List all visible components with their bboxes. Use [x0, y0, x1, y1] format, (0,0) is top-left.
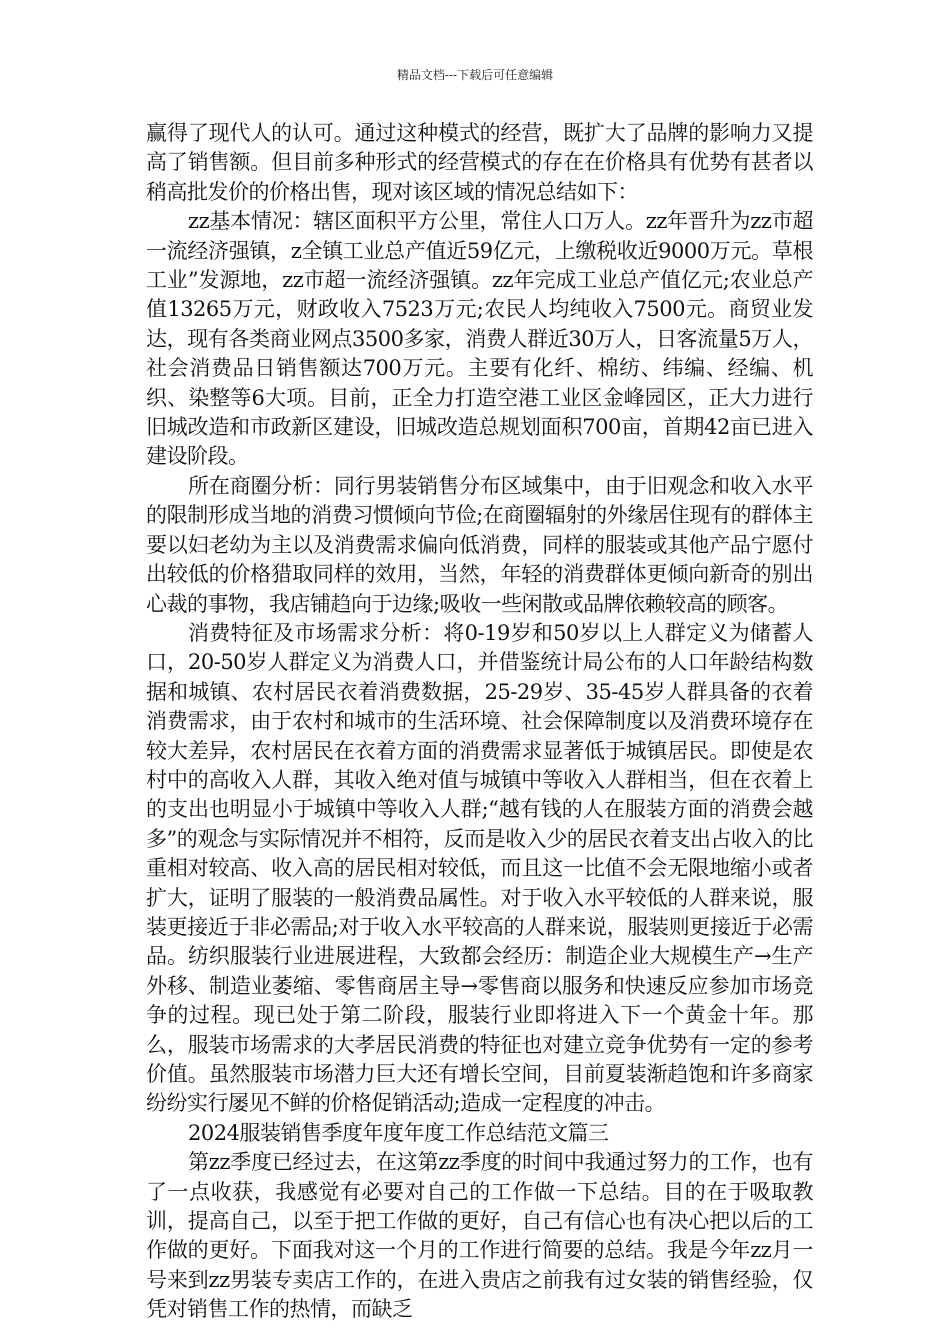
paragraph-continuation: 赢得了现代人的认可。通过这种模式的经营，既扩大了品牌的影响力又提高了销售额。但目前多种形式的经营模式的存在在价格具有优势有甚者以稍高批发价的价格出售，现对该区域的情况总结如下： — [146, 121, 813, 204]
section-heading: 2024服装销售季度年度年度工作总结范文篇三 — [188, 1120, 609, 1145]
page-header: 精品文档---下载后可任意编辑 — [396, 68, 554, 82]
paragraph-quarter-summary: 第zz季度已经过去，在这第zz季度的时间中我通过努力的工作，也有了一点收获，我感觉有必要对自己的工作做一下总结。目的在于吸取教训，提高自己，以至于把工作做的更好，自己有信心也有决心把以后的工作做的更好。下面我对这一个月的工作进行简要的总结。我是今年zz月一号来到zz男装专卖店工作的，在进入贵店之前我有过女装的销售经验，仅凭对销售工作的热情，而缺乏 — [146, 1150, 813, 1322]
paragraph-basic-situation: zz基本情况：辖区面积平方公里，常住人口万人。zz年晋升为zz市超一流经济强镇，z全镇工业总产值近59亿元，上缴税收近9000万元。草根工业”发源地，zz市超一流经济强镇。zz年完成工业总产值亿元;农业总产值13265万元，财政收入7523万元;农民人均纯收入7500元。商贸业发达，现有各类商业网点3500多家，消费人群近30万人，日客流量5万人，社会消费品日销售额达700万元。主要有化纤、棉纺、纬编、经编、机织、染整等6大项。目前，正全力打造空港工业区金峰园区，正大力进行旧城改造和市政新区建设，旧城改造总规划面积700亩，首期42亩已进入建设阶段。 — [146, 209, 813, 469]
paragraph-consumer-analysis: 消费特征及市场需求分析：将0-19岁和50岁以上人群定义为储蓄人口，20-50岁人群定义为消费人口，并借鉴统计局公布的人口年龄结构数据和城镇、农村居民衣着消费数据，25-29岁、35-45岁人群具备的衣着消费需求，由于农村和城市的生活环境、社会保障制度以及消费环境存在较大差异，农村居民在衣着方面的消费需求显著低于城镇居民。即使是农村中的高收入人群，其收入绝对值与城镇中等收入人群相当，但在衣着上的支出也明显小于城镇中等收入人群;“越有钱的人在服装方面的消费会越多”的观念与实际情况并不相符，反而是收入少的居民衣着支出占收入的比重相对较高、收入高的居民相对较低，而且这一比值不会无限地缩小或者扩大，证明了服装的一般消费品属性。对于收入水平较低的人群来说，服装更接近于非必需品;对于收入水平较高的人群来说，服装则更接近于必需品。纺织服装行业进展进程，大致都会经历：制造企业大规模生产→生产外移、制造业萎缩、零售商居主导→零售商以服务和快速反应参加市场竞争的过程。现已处于第二阶段，服装行业即将进入下一个黄金十年。那么，服装市场需求的大孝居民消费的特征也对建立竞争优势有一定的参考价值。虽然服装市场潜力巨大还有增长空间，目前夏装渐趋饱和许多商家纷纷实行屡见不鲜的价格促销活动;造成一定程度的冲击。 — [146, 620, 813, 1116]
paragraph-business-district: 所在商圈分析：同行男装销售分布区域集中，由于旧观念和收入水平的限制形成当地的消费习惯倾向节俭;在商圈辐射的外缘居住现有的群体主要以妇老幼为主以及消费需求偏向低消费，同样的服装或其他产品宁愿付出较低的价格猎取同样的效用，当然，年轻的消费群体更倾向新奇的别出心裁的事物，我店铺趋向于边缘;吸收一些闲散或品牌依赖较高的顾客。 — [146, 473, 813, 616]
document-body — [146, 119, 813, 1325]
